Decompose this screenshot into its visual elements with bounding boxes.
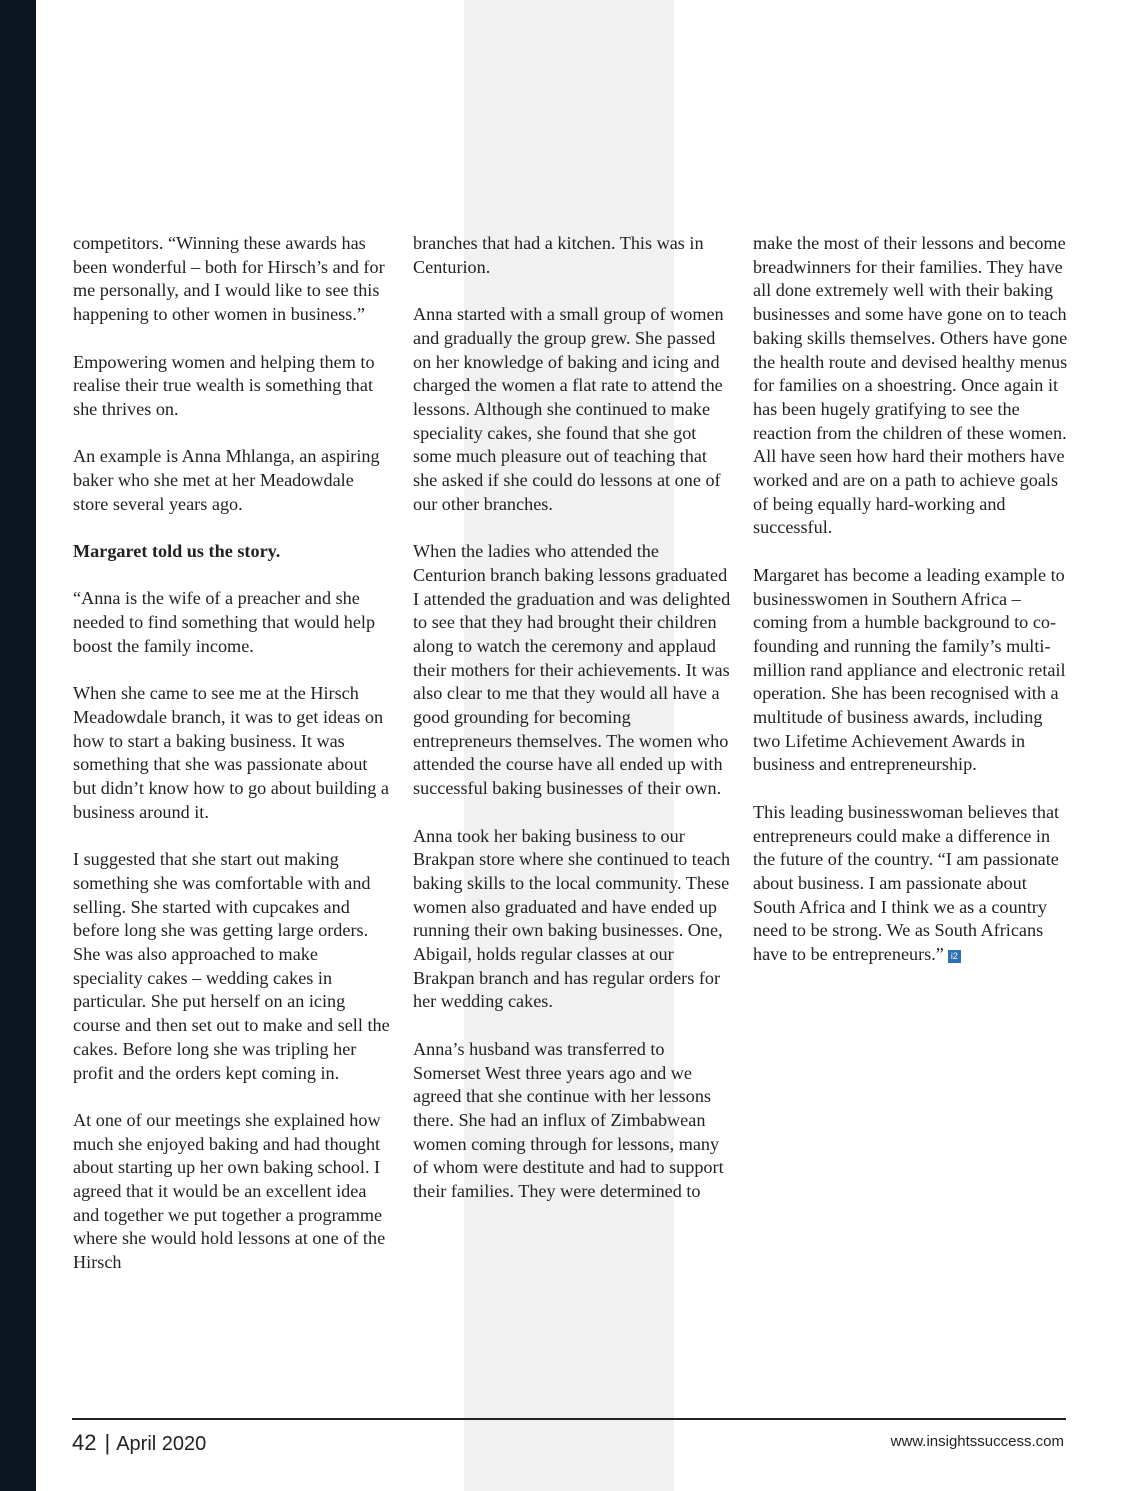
paragraph: branches that had a kitchen. This was in Centurion. — [413, 233, 704, 277]
paragraph: competitors. “Winning these awards has been wonderful – both for Hirsch’s and for me personally, and I would like to see this happening to other women in business.” — [73, 233, 385, 325]
paragraph: At one of our meetings she explained how much she enjoyed baking and had thought about starting up her own baking school. I agreed that it would be an excellent idea and together we put together a programme where she would hold lessons at one of the Hirsch — [73, 1109, 386, 1273]
paragraph: Anna started with a small group of women and gradually the group grew. She passed on her knowledge of baking and icing and charged the women a flat rate to attend the lessons. Although she continued to make speciality cakes, she found that she got some much pleasure out of teaching that she asked if she could do lessons at one of our other branches. — [413, 304, 724, 514]
paragraph: When she came to see me at the Hirsch Meadowdale branch, it was to get ideas on how to start a baking business. It was something that she was passionate about but didn’t know how to go about building a business around it. — [73, 683, 389, 822]
paragraph: An example is Anna Mhlanga, an aspiring baker who she met at her Meadowdale store several years ago. — [73, 446, 380, 514]
article-column-2 — [413, 232, 731, 1227]
paragraph: Anna’s husband was transferred to Somerset West three years ago and we agreed that she continue with her lessons there. She had an influx of Zimbabwean women coming through for lessons, many of whom were destitute and had to support their families. They were determined to — [413, 1038, 724, 1202]
paragraph: Empowering women and helping them to realise their true wealth is something that she thrives on. — [73, 351, 375, 419]
paragraph: I suggested that she start out making something she was comfortable with and selling. She started with cupcakes and before long she was getting large orders. She was also approached to make speciality cakes – wedding cakes in particular. She put herself on an icing course and then set out to make and sell the cakes. Before long she was tripling her profit and the orders kept coming in. — [73, 849, 390, 1083]
paragraph: When the ladies who attended the Centurion branch baking lessons graduated I attended the graduation and was delighted to see that they had brought their children along to watch the ceremony and applaud their mothers for their achievements. It was also clear to me that they would all have a good grounding for becoming entrepreneurs themselves. The women who attended the course have all ended up with successful baking businesses of their own. — [413, 541, 731, 799]
paragraph: “Anna is the wife of a preacher and she needed to find something that would help boost the family income. — [73, 588, 376, 656]
footer-divider — [72, 1418, 1066, 1420]
paragraph: Margaret has become a leading example to businesswomen in Southern Africa – coming from a humble background to co-founding and running the family’s multi-million rand appliance and electronic retail operation. She has been recognised with a multitude of business awards, including two Lifetime Achievement Awards in business and entrepreneurship. — [753, 564, 1066, 775]
article-end-icon: i2 — [948, 950, 961, 963]
footer-issue-info — [72, 1430, 206, 1460]
website-link[interactable]: www.insightssuccess.com — [890, 1433, 1064, 1450]
article-column-1 — [73, 232, 391, 1299]
paragraph: make the most of their lessons and become breadwinners for their families. They have all done extremely well with their baking businesses and some have gone on to teach baking skills themselves. Others have gone the health route and devised healthy menus for families on a shoestring. Once again it has been hugely gratifying to see the reaction from the children of these women. All have seen how hard their mothers have worked and are on a path to achieve goals of being equally hard-working and successful. — [753, 233, 1068, 538]
closing-paragraph — [753, 801, 1073, 967]
footer-separator: | — [104, 1430, 111, 1455]
paragraph: Anna took her baking business to our Brakpan store where she continued to teach baking skills to the local community. These women also graduated and have ended up running their own baking businesses. One, Abigail, holds regular classes at our Brakpan branch and has regular orders for her wedding cakes. — [413, 825, 731, 1012]
closing-paragraph-text: This leading businesswoman believes that entrepreneurs could make a difference in the future of the country. “I am passionate about business. I am passionate about South Africa and I think we as a country need to be strong. We as South Africans have to be entrepreneurs.” — [753, 801, 1060, 965]
page-number: 42 — [72, 1430, 97, 1455]
issue-date: April 2020 — [116, 1433, 207, 1455]
sidebar-band — [0, 0, 36, 1491]
article-column-3 — [753, 232, 1073, 990]
subheading: Margaret told us the story. — [73, 541, 281, 562]
